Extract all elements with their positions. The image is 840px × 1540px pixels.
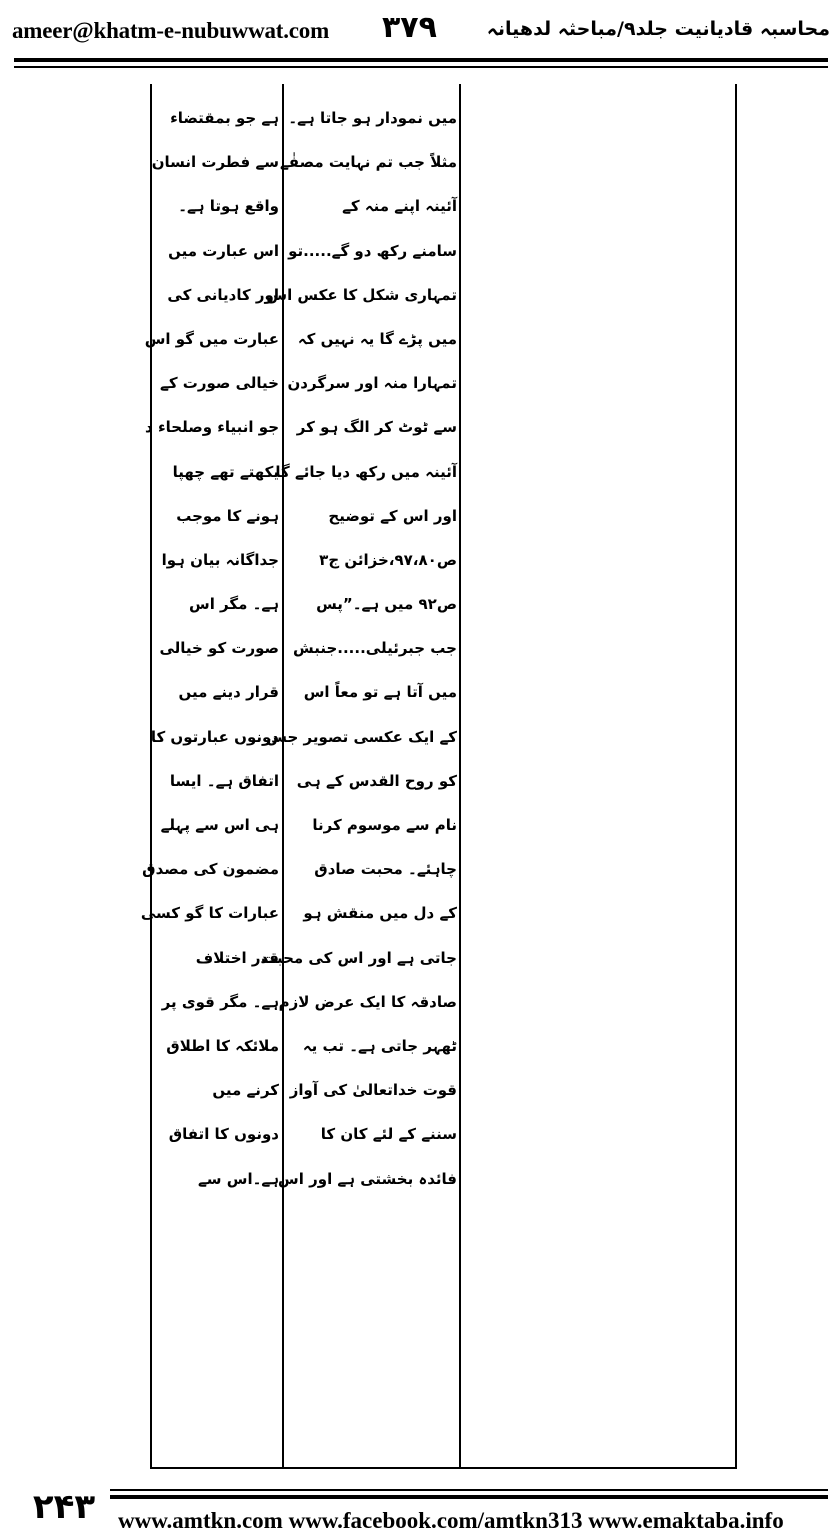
- text-line: میں پڑے گا یہ نہیں کہ: [297, 329, 457, 348]
- text-line: کے دل میں منقش ہو: [303, 904, 457, 923]
- text-line: قوت خداتعالیٰ کی آواز: [289, 1081, 457, 1100]
- text-line: سننے کے لئے کان کا: [320, 1125, 457, 1144]
- text-line: ہے جو بمقتضاء: [170, 109, 279, 127]
- text-line: جو انبیاء وصلحاء د: [145, 418, 279, 437]
- text-line: ہی اس سے پہلے: [160, 816, 279, 834]
- text-line: مثلاً جب تم نہایت مصفٰے: [280, 153, 457, 172]
- table-bottom-rule: [150, 1467, 737, 1469]
- text-line: تمہارا منہ اور سرگردن: [287, 374, 457, 393]
- text-line: فائدہ بخشتی ہے اور اس: [278, 1169, 457, 1188]
- text-line: جب جبرئیلی.....جنبش: [293, 639, 457, 658]
- text-column-right: [261, 96, 457, 1201]
- text-line: سے ٹوٹ کر الگ ہو کر: [296, 418, 457, 437]
- text-line: اس عبارت میں: [168, 241, 279, 260]
- column-divider: [735, 84, 737, 1468]
- text-line: آئینہ میں رکھ دیا جائے گا: [275, 462, 457, 481]
- header-rule-thin: [14, 66, 828, 68]
- text-line: اور اس کے توضیح: [328, 506, 457, 525]
- text-line: نام سے موسوم کرنا: [312, 816, 457, 834]
- footer-page-number: ۲۴۳: [32, 1487, 96, 1527]
- text-line: ملائکہ کا اطلاق: [166, 1036, 279, 1055]
- text-line: سے فطرت انسان: [151, 153, 279, 172]
- text-line: صادقہ کا ایک عرض لازم: [278, 992, 457, 1011]
- text-line: ہونے کا موجب: [176, 506, 279, 525]
- text-line: عبارات کا گو کسی: [140, 904, 279, 923]
- text-line: میں نمودار ہو جاتا ہے۔: [288, 109, 457, 127]
- text-line: جاتی ہے اور اس کی محبت: [261, 948, 457, 967]
- text-line: دونوں کا اتفاق: [168, 1125, 279, 1144]
- text-line: چاہئے۔ محبت صادق: [314, 860, 457, 879]
- text-line: قرار دینے میں: [178, 683, 279, 702]
- text-line: عبارت میں گو اس: [144, 329, 279, 348]
- text-line: صورت کو خیالی: [159, 639, 279, 658]
- text-line: سامنے رکھ دو گے.....تو: [288, 241, 457, 260]
- text-line: آئینہ اپنے منہ کے: [342, 197, 457, 216]
- text-line: اتفاق ہے۔ ایسا: [169, 771, 279, 790]
- text-line: ص۹۲ میں ہے۔”پس: [316, 595, 457, 614]
- text-line: ہے۔اس سے: [198, 1169, 279, 1188]
- column-divider: [150, 84, 152, 1468]
- text-line: یکھتے تھے چھپا: [172, 462, 279, 481]
- text-line: ہے۔ مگر قوی پر: [161, 992, 279, 1011]
- text-line: جداگانہ بیان ہوا: [161, 550, 279, 569]
- column-divider: [459, 84, 461, 1468]
- text-line: کرنے میں: [212, 1081, 279, 1100]
- header-page-number: ۳۷۹: [382, 10, 437, 45]
- text-column-left: [140, 96, 279, 1201]
- header-book-title: محاسبہ قادیانیت جلد۹/مباحثہ لدھیانہ: [486, 18, 830, 40]
- header-email: ameer@khatm-e-nubuwwat.com: [12, 18, 330, 43]
- text-line: کے ایک عکسی تصویر جس: [266, 727, 457, 746]
- text-line: اور کادیانی کی: [167, 285, 279, 304]
- footer-rule-thick: [110, 1495, 828, 1499]
- text-line: دونوں عبارتوں کا: [150, 727, 279, 746]
- text-line: تمہاری شکل کا عکس اس: [266, 285, 457, 304]
- text-line: ص۹۷،۸۰،خزائن ج۳: [319, 550, 457, 569]
- text-line: مضمون کی مصدق: [142, 860, 279, 879]
- footer-rule-thin: [110, 1489, 828, 1491]
- text-line: ہے۔ مگر اس: [189, 595, 279, 614]
- text-line: میں آتا ہے تو معاً اس: [303, 683, 457, 702]
- header-rule-thick: [14, 58, 828, 62]
- text-line: خیالی صورت کے: [160, 374, 279, 393]
- text-line: کو روح القدس کے ہی: [296, 771, 457, 790]
- text-line: واقع ہوتا ہے۔: [178, 197, 279, 216]
- footer-website-links: www.amtkn.com www.facebook.com/amtkn313 www.emaktaba.info: [118, 1508, 784, 1533]
- text-line: ٹھہر جاتی ہے۔ تب یہ: [302, 1036, 457, 1055]
- text-line: قدر اختلاف: [195, 948, 279, 967]
